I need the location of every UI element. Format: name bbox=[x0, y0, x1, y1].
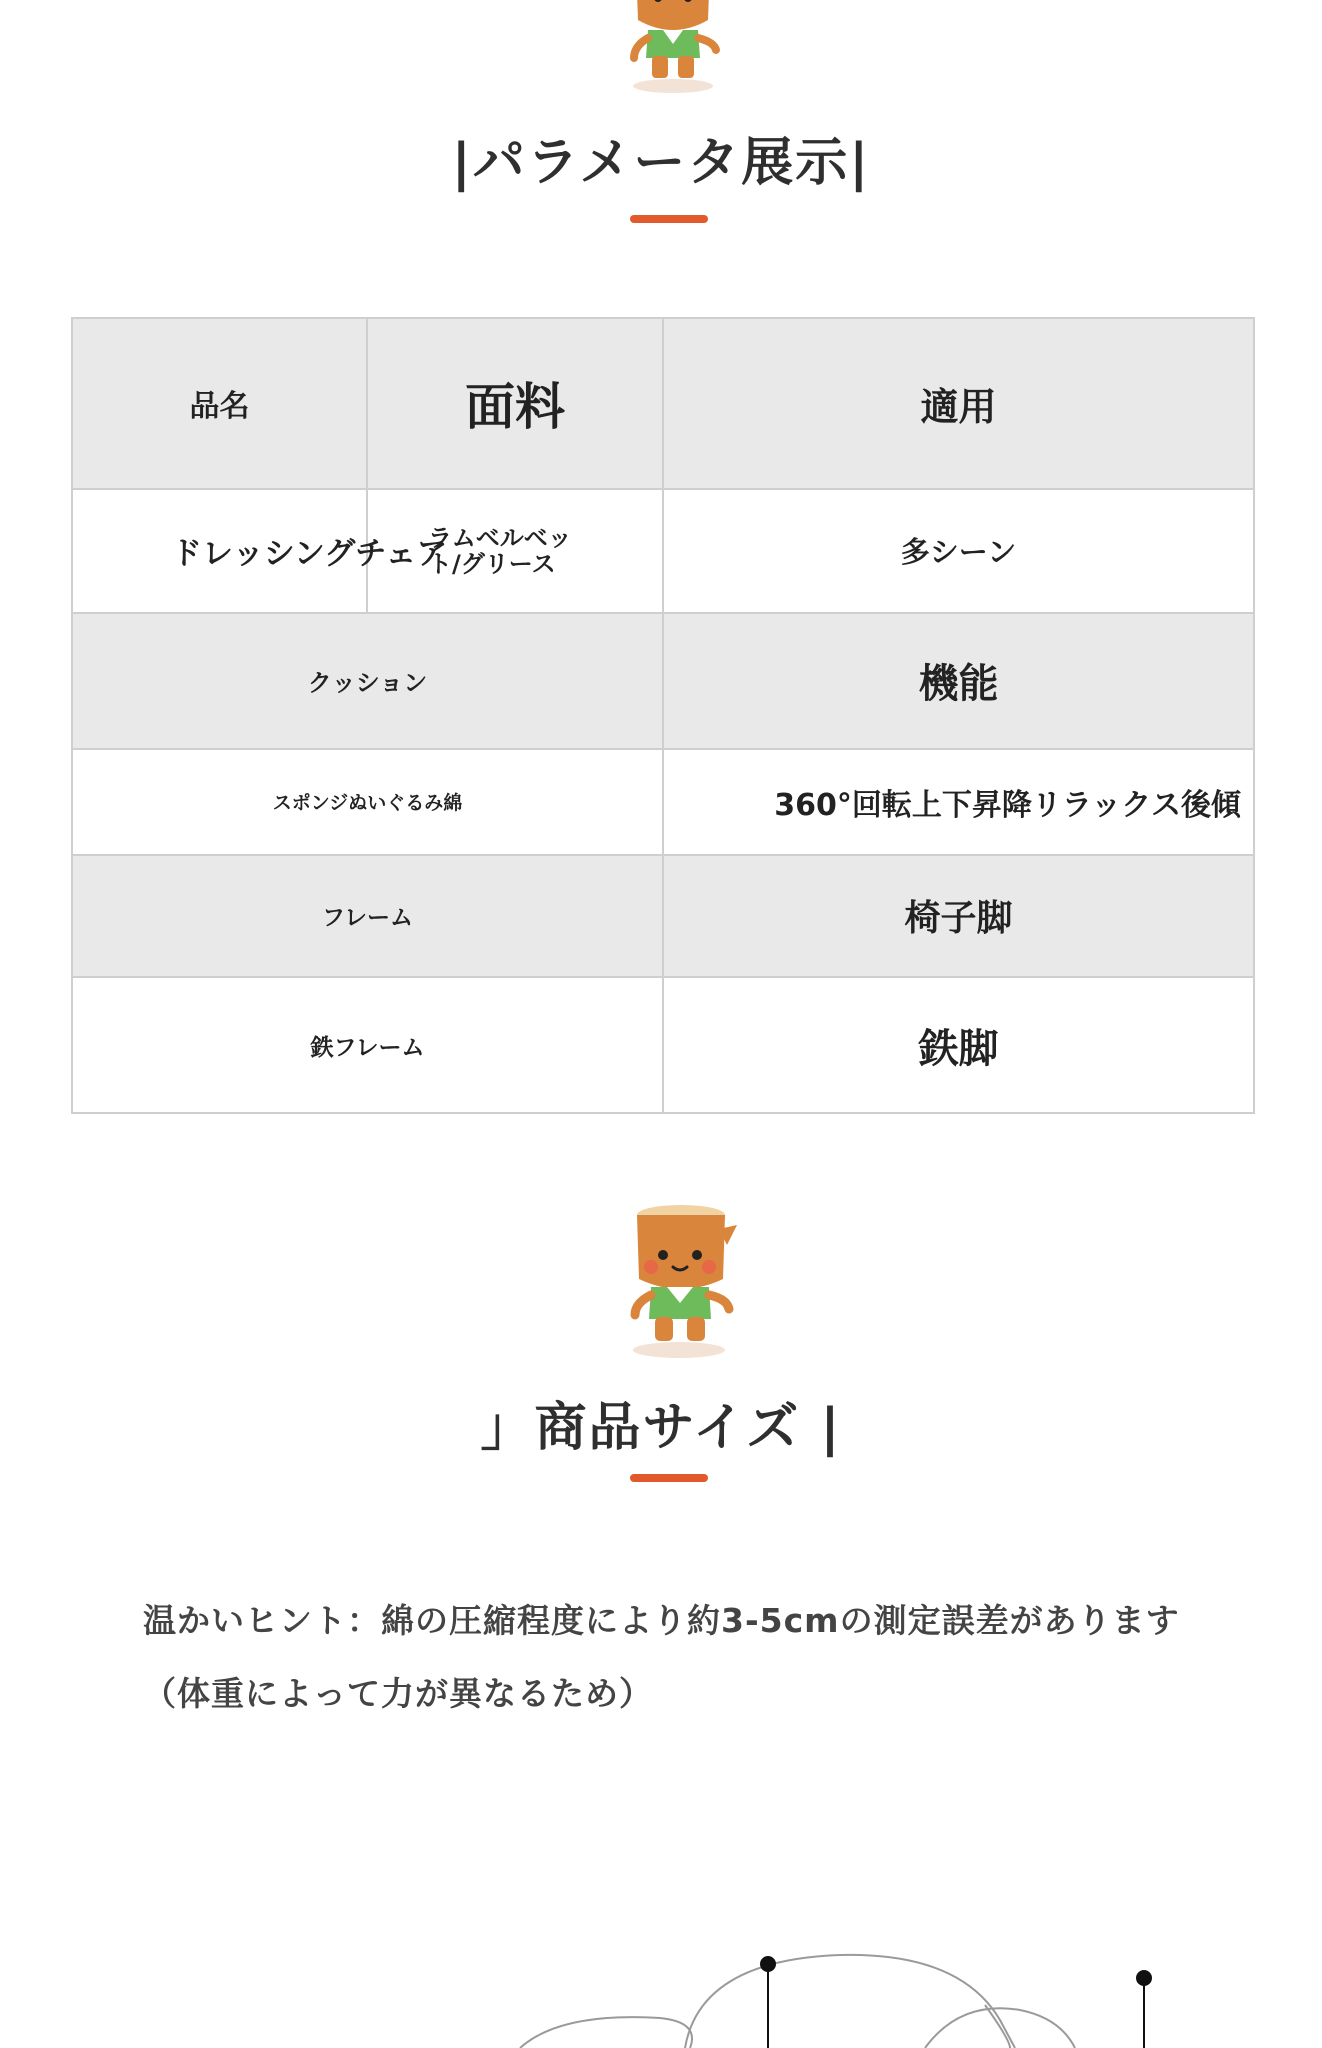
legs-value: 鉄脚 bbox=[918, 1025, 999, 1072]
table-row bbox=[72, 318, 1254, 489]
table-row bbox=[72, 489, 1254, 613]
usage-label: 適用 bbox=[920, 384, 997, 429]
name-label: 品名 bbox=[189, 389, 250, 425]
usage-value-cell bbox=[663, 489, 1254, 613]
cushion-label: クッション bbox=[307, 669, 428, 698]
cushion-value-cell bbox=[72, 749, 663, 855]
title-underline bbox=[630, 1474, 708, 1482]
tree-stump-mascot-icon bbox=[618, 0, 728, 95]
measure-point-icon bbox=[1136, 1970, 1152, 1986]
usage-value: 多シーン bbox=[900, 535, 1017, 570]
name-label-cell bbox=[72, 318, 367, 489]
frame-label-cell bbox=[72, 855, 663, 977]
fabric-label: 面料 bbox=[465, 378, 565, 437]
legs-label-cell bbox=[663, 855, 1254, 977]
frame-label: フレーム bbox=[321, 905, 414, 932]
function-value-cell bbox=[663, 749, 1254, 855]
table-row bbox=[72, 749, 1254, 855]
cushion-label-cell bbox=[72, 613, 663, 749]
name-value-cell bbox=[72, 489, 448, 613]
fabric-label-cell bbox=[367, 318, 663, 489]
table-row bbox=[72, 613, 1254, 749]
title-underline bbox=[630, 215, 708, 223]
measure-point-icon bbox=[760, 1956, 776, 1972]
parameter-section-title: |パラメータ展示| bbox=[451, 133, 871, 193]
size-section-title: 」商品サイズ | bbox=[480, 1398, 842, 1458]
fabric-value: ラムベルベット/グリース bbox=[428, 523, 572, 578]
frame-value: 鉄フレーム bbox=[310, 1034, 425, 1061]
hint-line-2: （体重によって力が異なるため） bbox=[143, 1674, 653, 1713]
legs-value-cell bbox=[663, 977, 1254, 1113]
name-value: ドレッシングチェア bbox=[171, 536, 448, 573]
legs-label: 椅子脚 bbox=[904, 898, 1013, 940]
usage-label-cell bbox=[663, 318, 1254, 489]
tree-stump-mascot-icon bbox=[615, 1195, 745, 1360]
frame-value-cell bbox=[72, 977, 663, 1113]
table-row bbox=[72, 977, 1254, 1113]
function-label-cell bbox=[663, 613, 1254, 749]
parameter-table bbox=[71, 317, 1255, 1114]
function-value: 360°回転上下昇降リラックス後傾 bbox=[774, 787, 1241, 823]
cushion-value: スポンジぬいぐるみ綿 bbox=[272, 792, 463, 815]
table-row bbox=[72, 855, 1254, 977]
hint-line-1: 温かいヒント：綿の圧縮程度により約3-5cmの測定誤差があります bbox=[143, 1601, 1180, 1640]
function-label: 機能 bbox=[918, 661, 999, 708]
chair-sketch-illustration bbox=[0, 1900, 1322, 2048]
